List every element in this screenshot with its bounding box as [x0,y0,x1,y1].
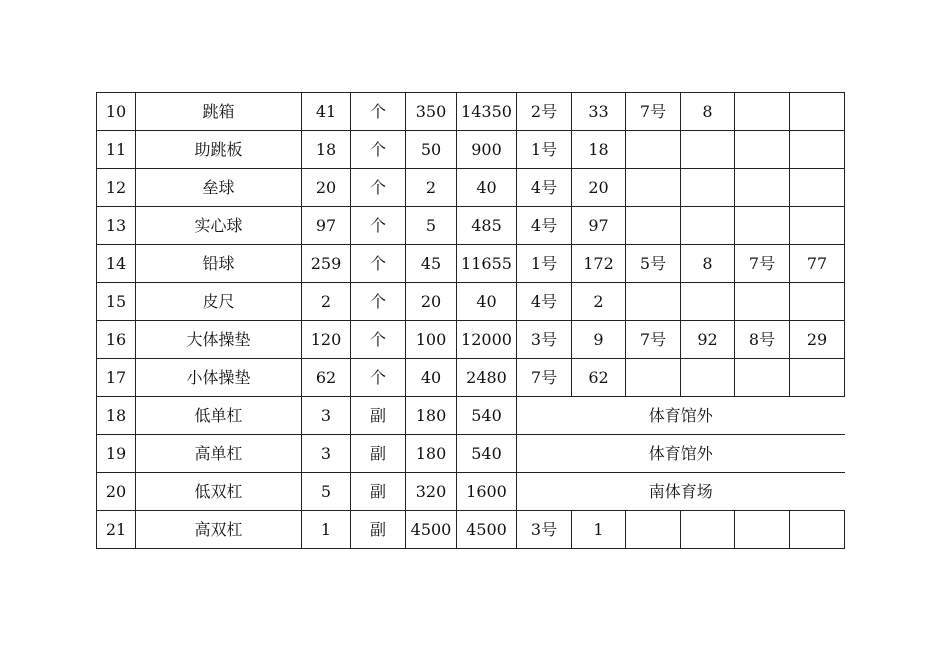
room-3-count-cell [790,169,845,207]
room-3-count-cell [790,207,845,245]
unit-price-cell: 45 [406,245,457,283]
room-1-count-cell: 62 [572,359,626,397]
quantity-cell: 1 [302,511,351,549]
room-1-cell: 1号 [517,131,572,169]
row-number-cell: 15 [97,283,136,321]
total-amount-cell: 485 [457,207,517,245]
unit-cell: 副 [351,511,406,549]
total-amount-cell: 1600 [457,473,517,511]
unit-price-cell: 5 [406,207,457,245]
unit-cell: 个 [351,207,406,245]
quantity-cell: 2 [302,283,351,321]
room-2-count-cell [681,359,735,397]
unit-cell: 个 [351,283,406,321]
room-2-cell: 5号 [626,245,681,283]
unit-price-cell: 180 [406,397,457,435]
row-number-cell: 21 [97,511,136,549]
table-row [97,93,845,131]
room-2-count-cell: 8 [681,93,735,131]
item-name-cell: 实心球 [136,207,302,245]
room-2-count-cell [681,283,735,321]
room-3-cell [735,131,790,169]
row-number-cell: 11 [97,131,136,169]
unit-price-cell: 20 [406,283,457,321]
unit-price-cell: 320 [406,473,457,511]
room-1-count-cell: 20 [572,169,626,207]
room-2-count-cell: 92 [681,321,735,359]
unit-cell: 副 [351,435,406,473]
item-name-cell: 跳箱 [136,93,302,131]
unit-price-cell: 100 [406,321,457,359]
room-3-count-cell [790,511,845,549]
room-1-cell: 2号 [517,93,572,131]
item-name-cell: 大体操垫 [136,321,302,359]
item-name-cell: 小体操垫 [136,359,302,397]
room-2-count-cell [681,131,735,169]
row-number-cell: 12 [97,169,136,207]
total-amount-cell: 14350 [457,93,517,131]
equipment-inventory-table [96,92,845,549]
total-amount-cell: 12000 [457,321,517,359]
room-3-count-cell: 29 [790,321,845,359]
quantity-cell: 120 [302,321,351,359]
room-1-cell: 1号 [517,245,572,283]
room-3-count-cell [790,283,845,321]
unit-cell: 个 [351,131,406,169]
total-amount-cell: 40 [457,283,517,321]
table-row [97,321,845,359]
room-1-cell: 3号 [517,321,572,359]
table-row [97,397,845,435]
room-2-cell [626,207,681,245]
total-amount-cell: 900 [457,131,517,169]
room-1-count-cell: 172 [572,245,626,283]
room-1-count-cell: 33 [572,93,626,131]
quantity-cell: 259 [302,245,351,283]
room-3-cell [735,207,790,245]
room-3-cell [735,359,790,397]
room-3-cell [735,169,790,207]
room-1-count-cell: 18 [572,131,626,169]
unit-cell: 副 [351,473,406,511]
total-amount-cell: 4500 [457,511,517,549]
room-1-cell: 3号 [517,511,572,549]
row-number-cell: 10 [97,93,136,131]
room-3-cell: 7号 [735,245,790,283]
quantity-cell: 62 [302,359,351,397]
room-3-count-cell: 77 [790,245,845,283]
row-number-cell: 19 [97,435,136,473]
table-row [97,169,845,207]
table-row [97,283,845,321]
total-amount-cell: 540 [457,397,517,435]
item-name-cell: 铅球 [136,245,302,283]
room-3-cell: 8号 [735,321,790,359]
room-1-cell: 7号 [517,359,572,397]
room-3-count-cell [790,359,845,397]
quantity-cell: 3 [302,397,351,435]
room-2-cell [626,283,681,321]
row-number-cell: 14 [97,245,136,283]
unit-price-cell: 2 [406,169,457,207]
row-number-cell: 18 [97,397,136,435]
room-2-count-cell: 8 [681,245,735,283]
room-2-count-cell [681,511,735,549]
room-3-cell [735,283,790,321]
quantity-cell: 41 [302,93,351,131]
table-row [97,473,845,511]
unit-price-cell: 50 [406,131,457,169]
room-2-cell: 7号 [626,321,681,359]
room-2-count-cell [681,207,735,245]
room-2-cell: 7号 [626,93,681,131]
item-name-cell: 低双杠 [136,473,302,511]
room-2-cell [626,131,681,169]
total-amount-cell: 40 [457,169,517,207]
unit-price-cell: 350 [406,93,457,131]
unit-price-cell: 40 [406,359,457,397]
table-row [97,359,845,397]
item-name-cell: 高单杠 [136,435,302,473]
table-body [97,93,845,549]
quantity-cell: 97 [302,207,351,245]
row-number-cell: 20 [97,473,136,511]
table-row [97,511,845,549]
item-name-cell: 低单杠 [136,397,302,435]
room-3-count-cell [790,131,845,169]
total-amount-cell: 540 [457,435,517,473]
room-2-cell [626,511,681,549]
table-row [97,435,845,473]
room-2-count-cell [681,169,735,207]
room-1-cell: 4号 [517,283,572,321]
unit-cell: 个 [351,245,406,283]
room-2-cell [626,169,681,207]
table-row [97,245,845,283]
unit-cell: 个 [351,321,406,359]
unit-cell: 个 [351,359,406,397]
row-number-cell: 16 [97,321,136,359]
table-row [97,207,845,245]
unit-cell: 副 [351,397,406,435]
total-amount-cell: 2480 [457,359,517,397]
room-3-cell [735,511,790,549]
unit-price-cell: 180 [406,435,457,473]
room-1-count-cell: 9 [572,321,626,359]
item-name-cell: 助跳板 [136,131,302,169]
row-number-cell: 13 [97,207,136,245]
room-1-count-cell: 97 [572,207,626,245]
quantity-cell: 3 [302,435,351,473]
room-1-count-cell: 1 [572,511,626,549]
unit-cell: 个 [351,93,406,131]
row-number-cell: 17 [97,359,136,397]
unit-cell: 个 [351,169,406,207]
item-name-cell: 皮尺 [136,283,302,321]
quantity-cell: 20 [302,169,351,207]
room-1-cell: 4号 [517,169,572,207]
location-cell: 体育馆外 [517,397,845,435]
unit-price-cell: 4500 [406,511,457,549]
item-name-cell: 垒球 [136,169,302,207]
room-3-count-cell [790,93,845,131]
location-cell: 体育馆外 [517,435,845,473]
location-cell: 南体育场 [517,473,845,511]
item-name-cell: 高双杠 [136,511,302,549]
quantity-cell: 18 [302,131,351,169]
table-row [97,131,845,169]
room-2-cell [626,359,681,397]
total-amount-cell: 11655 [457,245,517,283]
room-1-cell: 4号 [517,207,572,245]
room-1-count-cell: 2 [572,283,626,321]
quantity-cell: 5 [302,473,351,511]
room-3-cell [735,93,790,131]
